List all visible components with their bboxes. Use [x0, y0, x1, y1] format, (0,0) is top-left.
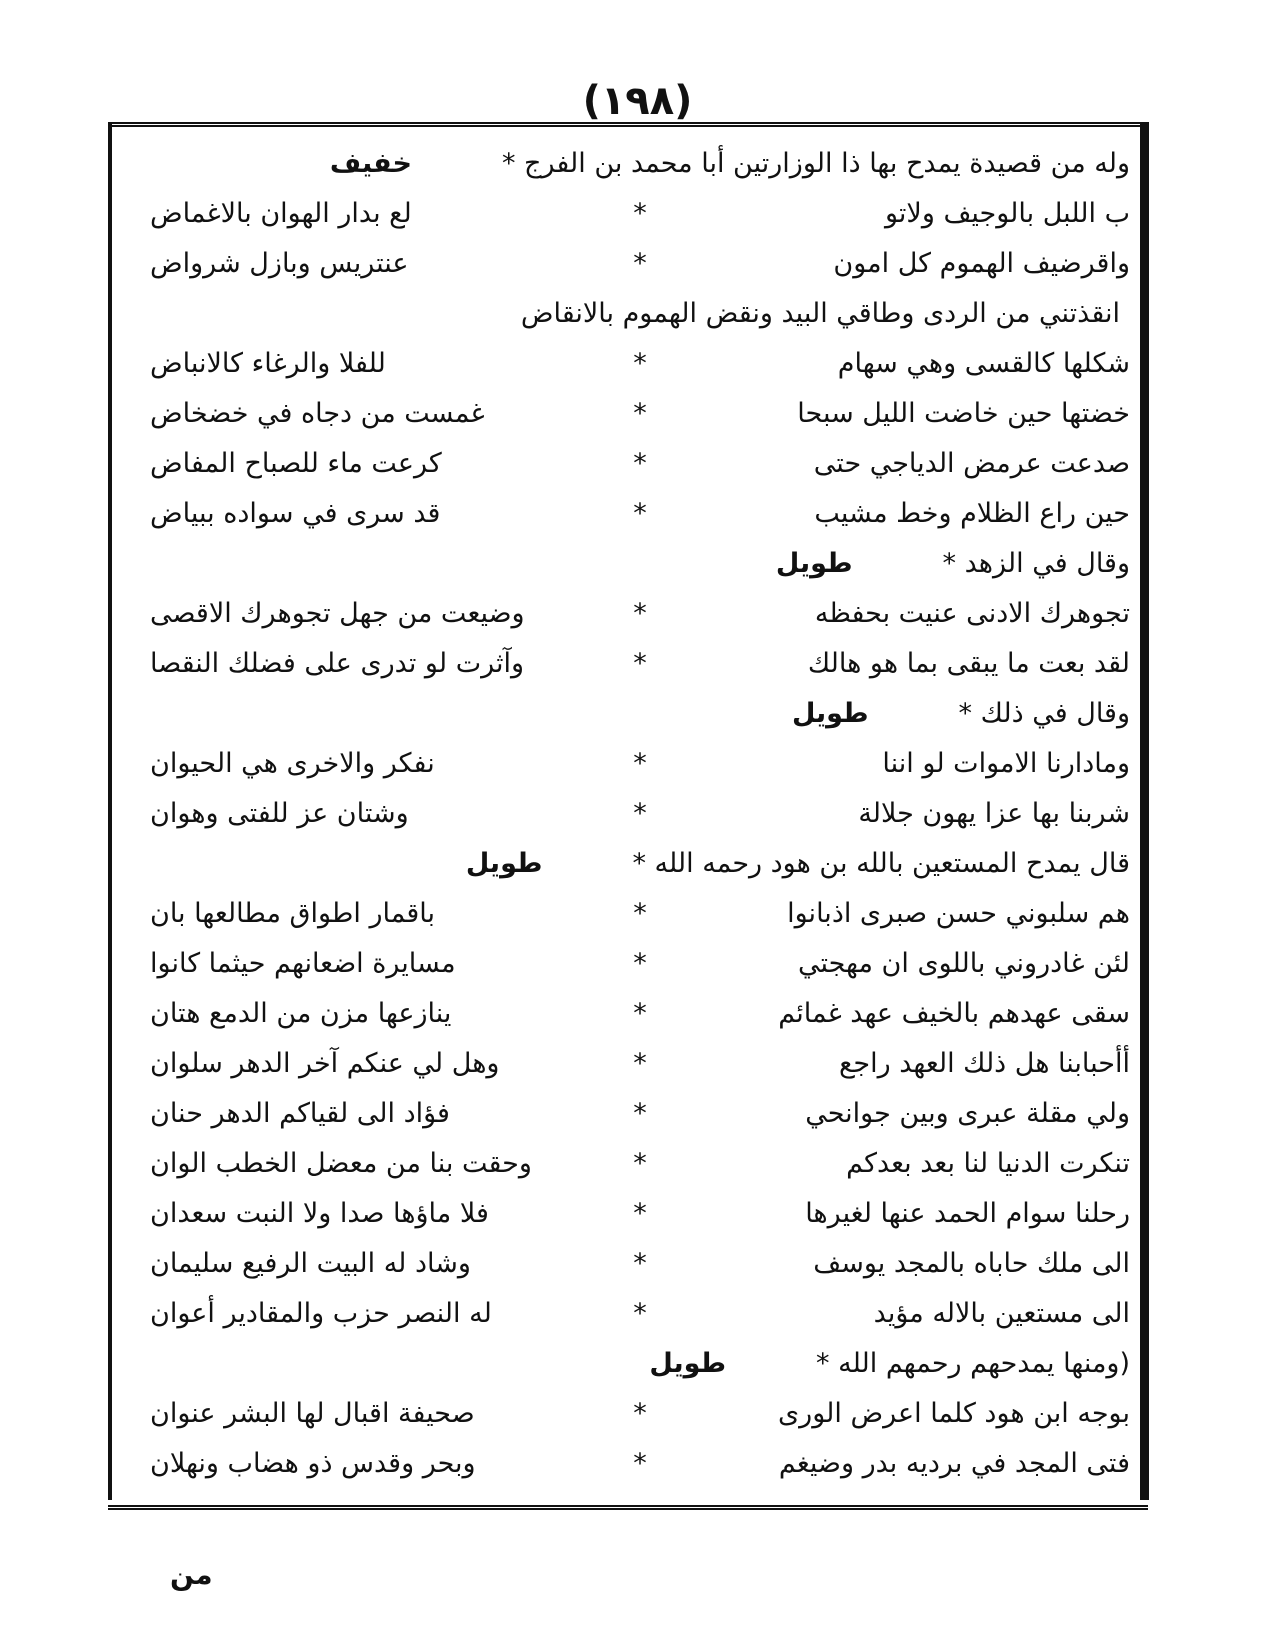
prose-line: انقذتني من الردى وطاقي البيد ونقض الهموم بالانقاض: [520, 298, 1120, 329]
section-heading: [150, 840, 1130, 888]
frame-rule-right: [1140, 122, 1149, 1500]
verse-line: [150, 740, 1130, 788]
hemistich-separator-icon: *: [633, 1398, 647, 1429]
second-hemistich: عنتريس وبازل شرواض: [150, 248, 409, 279]
first-hemistich: الى مستعين بالاله مؤيد: [873, 1298, 1130, 1329]
meter-label: خفيف: [329, 148, 412, 179]
second-hemistich: قد سرى في سواده ببياض: [150, 498, 441, 529]
second-hemistich: وهل لي عنكم آخر الدهر سلوان: [150, 1048, 500, 1079]
verse-line: [150, 940, 1130, 988]
section-heading: [150, 540, 1130, 588]
verse-line: [150, 340, 1130, 388]
hemistich-separator-icon: *: [633, 198, 647, 229]
first-hemistich: صدعت عرمض الدياجي حتى: [813, 448, 1130, 479]
first-hemistich: الى ملك حاباه بالمجد يوسف: [813, 1248, 1130, 1279]
second-hemistich: فؤاد الى لقياكم الدهر حنان: [150, 1098, 450, 1129]
first-hemistich: أأحبابنا هل ذلك العهد راجع: [839, 1048, 1130, 1079]
second-hemistich: فلا ماؤها صدا ولا النبت سعدان: [150, 1198, 489, 1229]
second-hemistich: لع بدار الهوان بالاغماض: [150, 198, 412, 229]
verse-line: [150, 390, 1130, 438]
verse-line: [150, 1440, 1130, 1488]
meter-label: طويل: [649, 1348, 727, 1379]
heading-text: وله من قصيدة يمدح بها ذا الوزارتين أبا محمد بن الفرج *: [501, 148, 1130, 179]
second-hemistich: غمست من دجاه في خضخاض: [150, 398, 485, 429]
heading-text: وقال في ذلك *: [958, 698, 1130, 729]
hemistich-separator-icon: *: [633, 1248, 647, 1279]
second-hemistich: باقمار اطواق مطالعها بان: [150, 898, 435, 929]
verse-line: [150, 440, 1130, 488]
section-heading: [150, 1340, 1130, 1388]
meter-label: طويل: [775, 548, 853, 579]
hemistich-separator-icon: *: [633, 1098, 647, 1129]
meter-label: طويل: [465, 848, 543, 879]
hemistich-separator-icon: *: [633, 1048, 647, 1079]
verse-line: [150, 1190, 1130, 1238]
verse-line: [150, 490, 1130, 538]
hemistich-separator-icon: *: [633, 948, 647, 979]
first-hemistich: شكلها كالقسى وهي سهام: [837, 348, 1130, 379]
hemistich-separator-icon: *: [633, 398, 647, 429]
first-hemistich: هم سلبوني حسن صبرى اذبانوا: [787, 898, 1130, 929]
first-hemistich: خضتها حين خاضت الليل سبحا: [797, 398, 1130, 429]
catchword: من: [170, 1558, 213, 1591]
hemistich-separator-icon: *: [633, 898, 647, 929]
verse-line: [150, 1290, 1130, 1338]
second-hemistich: ينازعها مزن من الدمع هتان: [150, 998, 452, 1029]
hemistich-separator-icon: *: [633, 748, 647, 779]
hemistich-separator-icon: *: [633, 998, 647, 1029]
first-hemistich: سقى عهدهم بالخيف عهد غمائم: [778, 998, 1130, 1029]
verse-line: [150, 1090, 1130, 1138]
verse-line: [150, 240, 1130, 288]
verse-line: [150, 1040, 1130, 1088]
hemistich-separator-icon: *: [633, 248, 647, 279]
verse-line: [150, 990, 1130, 1038]
section-heading: [150, 690, 1130, 738]
second-hemistich: وآثرت لو تدرى على فضلك النقصا: [150, 648, 525, 679]
second-hemistich: وشتان عز للفتى وهوان: [150, 798, 409, 829]
meter-label: طويل: [791, 698, 869, 729]
hemistich-separator-icon: *: [633, 1298, 647, 1329]
second-hemistich: نفكر والاخرى هي الحيوان: [150, 748, 435, 779]
second-hemistich: له النصر حزب والمقادير أعوان: [150, 1298, 492, 1329]
first-hemistich: ب اللبل بالوجيف ولاتو: [884, 198, 1130, 229]
verse-line: [150, 190, 1130, 238]
verse-line: [150, 590, 1130, 638]
second-hemistich: صحيفة اقبال لها البشر عنوان: [150, 1398, 475, 1429]
first-hemistich: ومادارنا الاموات لو اننا: [882, 748, 1130, 779]
first-hemistich: لقد بعت ما يبقى بما هو هالك: [807, 648, 1130, 679]
hemistich-separator-icon: *: [633, 448, 647, 479]
verse-line: [150, 1240, 1130, 1288]
second-hemistich: وحقت بنا من معضل الخطب الوان: [150, 1148, 532, 1179]
second-hemistich: كرعت ماء للصباح المفاض: [150, 448, 442, 479]
first-hemistich: فتى المجد في برديه بدر وضيغم: [778, 1448, 1130, 1479]
verse-line: [150, 1390, 1130, 1438]
second-hemistich: مسايرة اضعانهم حيثما كانوا: [150, 948, 456, 979]
first-hemistich: رحلنا سوام الحمد عنها لغيرها: [805, 1198, 1130, 1229]
section-heading: [150, 140, 1130, 188]
first-hemistich: تنكرت الدنيا لنا بعد بعدكم: [846, 1148, 1130, 1179]
first-hemistich: لئن غادروني باللوى ان مهجتي: [797, 948, 1130, 979]
verse-line: [150, 1140, 1130, 1188]
hemistich-separator-icon: *: [633, 348, 647, 379]
hemistich-separator-icon: *: [633, 1198, 647, 1229]
hemistich-separator-icon: *: [633, 648, 647, 679]
page-number: (١٩٨): [582, 78, 693, 124]
first-hemistich: حين راع الظلام وخط مشيب: [814, 498, 1130, 529]
first-hemistich: بوجه ابن هود كلما اعرض الورى: [778, 1398, 1130, 1429]
hemistich-separator-icon: *: [633, 598, 647, 629]
hemistich-separator-icon: *: [633, 798, 647, 829]
verse-line: [150, 790, 1130, 838]
heading-text: وقال في الزهد *: [942, 548, 1130, 579]
hemistich-separator-icon: *: [633, 1148, 647, 1179]
second-hemistich: وشاد له البيت الرفيع سليمان: [150, 1248, 471, 1279]
second-hemistich: وضيعت من جهل تجوهرك الاقصى: [150, 598, 525, 629]
first-hemistich: شربنا بها عزا يهون جلالة: [858, 798, 1130, 829]
heading-text: قال يمدح المستعين بالله بن هود رحمه الله *: [632, 848, 1130, 879]
heading-text: (ومنها يمدحهم رحمهم الله *: [816, 1348, 1130, 1379]
second-hemistich: للفلا والرغاء كالانباض: [150, 348, 386, 379]
frame-rule-left: [108, 122, 112, 1500]
verse-line: [150, 640, 1130, 688]
verse-line: [150, 890, 1130, 938]
hemistich-separator-icon: *: [633, 1448, 647, 1479]
first-hemistich: تجوهرك الادنى عنيت بحفظه: [814, 598, 1130, 629]
first-hemistich: واقرضيف الهموم كل امون: [833, 248, 1130, 279]
first-hemistich: ولي مقلة عبرى وبين جوانحي: [805, 1098, 1130, 1129]
second-hemistich: وبحر وقدس ذو هضاب ونهلان: [150, 1448, 476, 1479]
hemistich-separator-icon: *: [633, 498, 647, 529]
